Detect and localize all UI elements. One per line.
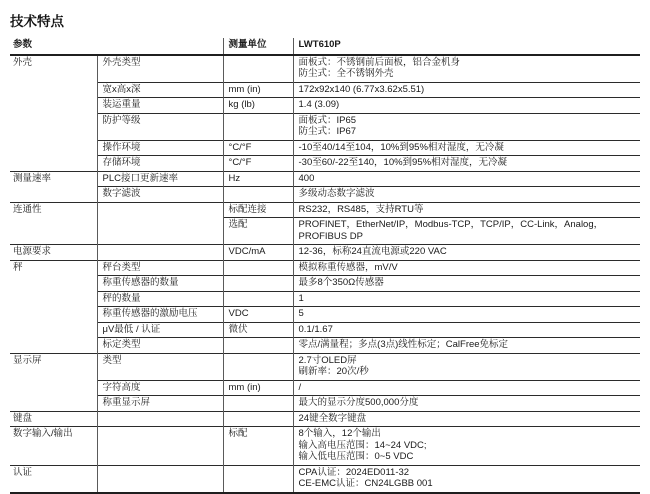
table-row	[10, 291, 640, 307]
table-row	[10, 465, 640, 493]
value-cell	[293, 55, 640, 83]
unit-cell	[223, 465, 293, 493]
unit-cell: °C/°F	[223, 140, 293, 156]
unit-cell	[223, 338, 293, 354]
value-cell	[293, 380, 640, 396]
param-cell	[97, 245, 223, 261]
spec-value-line: 最多8个350Ω传感器	[298, 277, 384, 288]
unit-cell	[223, 353, 293, 380]
group-cell	[10, 140, 97, 156]
group-cell	[10, 338, 97, 354]
column-header-param: 参数	[10, 38, 223, 55]
value-cell	[293, 411, 640, 427]
table-row	[10, 245, 640, 261]
table-row	[10, 353, 640, 380]
table-row	[10, 187, 640, 203]
table-body	[10, 55, 640, 493]
value-cell	[293, 140, 640, 156]
group-cell: 电源要求	[10, 245, 97, 261]
param-cell: 外壳类型	[97, 55, 223, 83]
group-cell	[10, 291, 97, 307]
group-cell	[10, 187, 97, 203]
value-cell	[293, 260, 640, 276]
table-row	[10, 55, 640, 83]
group-cell	[10, 218, 97, 245]
table-row	[10, 156, 640, 172]
table-row	[10, 411, 640, 427]
table-row	[10, 171, 640, 187]
spec-value-line: CPA认证：2024ED011-32	[298, 466, 410, 478]
value-cell	[293, 322, 640, 338]
value-cell	[293, 245, 640, 261]
spec-value-line: 2.7寸OLED屏	[298, 354, 357, 366]
technical-specs-table	[10, 38, 640, 494]
table-header-row	[10, 38, 640, 55]
unit-cell: kg (lb)	[223, 98, 293, 114]
unit-cell: Hz	[223, 171, 293, 187]
group-cell: 测量速率	[10, 171, 97, 187]
param-cell: 称重传感器的激励电压	[97, 307, 223, 323]
spec-value-line: 8个输入，12个输出	[298, 428, 381, 439]
spec-value-line: CE-EMC认证：CN24LGBB 001	[298, 478, 433, 489]
value-cell	[293, 187, 640, 203]
table-row	[10, 113, 640, 140]
unit-cell: 标配	[223, 427, 293, 466]
group-cell	[10, 307, 97, 323]
unit-cell: VDC	[223, 307, 293, 323]
table-row	[10, 338, 640, 354]
table-header	[10, 38, 640, 55]
table-row	[10, 307, 640, 323]
group-cell: 认证	[10, 465, 97, 493]
group-cell: 连通性	[10, 202, 97, 218]
table-row	[10, 396, 640, 412]
spec-value-line: 400	[298, 172, 315, 184]
spec-value-line: -30至60/-22至140，10%到95%相对湿度，无冷凝	[298, 157, 508, 168]
spec-value-line: 1	[298, 292, 304, 304]
column-header-product: LWT610P	[293, 38, 640, 55]
unit-cell	[223, 411, 293, 427]
spec-value-line: 输入低电压范围：0~5 VDC	[298, 451, 414, 462]
spec-value-line: 0.1/1.67	[298, 323, 333, 335]
group-cell	[10, 82, 97, 98]
spec-value-line: 面板式：不锈钢前后面板，铝合金机身	[298, 56, 461, 68]
spec-value-line: RS232，RS485，支持RTU等	[298, 203, 424, 215]
unit-cell: °C/°F	[223, 156, 293, 172]
group-cell: 显示屏	[10, 353, 97, 380]
param-cell: 秤台类型	[97, 260, 223, 276]
spec-value-line: 零点/满量程；多点(3点)线性标定；CalFree免标定	[298, 339, 509, 350]
unit-cell: mm (in)	[223, 380, 293, 396]
value-cell	[293, 465, 640, 493]
param-cell: 称重传感器的数量	[97, 276, 223, 292]
column-header-unit: 测量单位	[223, 38, 293, 55]
param-cell: 秤的数量	[97, 291, 223, 307]
spec-value-line: 面板式：IP65	[298, 114, 357, 126]
unit-cell	[223, 55, 293, 83]
value-cell	[293, 218, 640, 245]
param-cell: 装运重量	[97, 98, 223, 114]
table-row	[10, 202, 640, 218]
unit-cell	[223, 396, 293, 412]
group-cell	[10, 396, 97, 412]
unit-cell: 标配连接	[223, 202, 293, 218]
table-row	[10, 322, 640, 338]
param-cell: 操作环境	[97, 140, 223, 156]
value-cell	[293, 171, 640, 187]
group-cell	[10, 98, 97, 114]
group-cell	[10, 276, 97, 292]
spec-value-line: 多级动态数字滤波	[298, 188, 375, 199]
page-title: 技术特点	[10, 14, 64, 29]
table-row	[10, 260, 640, 276]
param-cell: 标定类型	[97, 338, 223, 354]
param-cell	[97, 202, 223, 218]
group-cell	[10, 156, 97, 172]
spec-value-line: PROFINET，EtherNet/IP，Modbus-TCP，TCP/IP，CC-Link，Analog，	[298, 219, 604, 230]
value-cell	[293, 338, 640, 354]
table-row	[10, 98, 640, 114]
value-cell	[293, 307, 640, 323]
value-cell	[293, 353, 640, 380]
table-row	[10, 380, 640, 396]
spec-value-line: 输入高电压范围：14~24 VDC;	[298, 439, 427, 451]
group-cell: 秤	[10, 260, 97, 276]
group-cell: 外壳	[13, 56, 33, 68]
group-cell	[10, 113, 97, 140]
param-cell: 类型	[97, 353, 223, 380]
table-row	[10, 82, 640, 98]
group-cell: 数字输入/输出	[10, 427, 97, 466]
value-cell	[293, 98, 640, 114]
unit-cell	[223, 276, 293, 292]
param-cell: 存储环境	[97, 156, 223, 172]
table-row	[10, 427, 640, 466]
group-cell: 键盘	[10, 411, 97, 427]
spec-value-line: 5	[298, 308, 304, 319]
param-cell: 数字滤波	[97, 187, 223, 203]
value-cell	[293, 276, 640, 292]
table-row	[10, 140, 640, 156]
param-cell	[97, 218, 223, 245]
spec-value-line: 172x92x140 (6.77x3.62x5.51)	[298, 83, 425, 95]
unit-cell: 选配	[223, 218, 293, 245]
param-cell	[97, 411, 223, 427]
param-cell: 防护等级	[97, 113, 223, 140]
spec-value-line: 1.4 (3.09)	[298, 99, 340, 110]
param-cell: PLC接口更新速率	[97, 171, 223, 187]
param-cell	[97, 465, 223, 493]
value-cell	[293, 427, 640, 466]
unit-cell	[223, 187, 293, 203]
spec-value-line: 12-36，标称24直流电源或220 VAC	[298, 246, 447, 257]
spec-value-line: 防尘式：IP67	[298, 126, 357, 137]
group-cell	[10, 322, 97, 338]
unit-cell	[223, 113, 293, 140]
spec-value-line: 模拟称重传感器，mV/V	[298, 261, 398, 273]
spec-value-line: 防尘式：全不锈钢外壳	[298, 68, 394, 79]
spec-value-line: /	[298, 381, 302, 393]
table-row	[10, 276, 640, 292]
unit-cell	[223, 260, 293, 276]
unit-cell: VDC/mA	[223, 245, 293, 261]
param-cell: 字符高度	[97, 380, 223, 396]
value-cell	[293, 291, 640, 307]
unit-cell: 微伏	[223, 322, 293, 338]
spec-value-line: 最大的显示分度500,000分度	[298, 397, 419, 408]
param-cell: μV最低 / 认证	[97, 322, 223, 338]
group-cell	[10, 380, 97, 396]
unit-cell: mm (in)	[223, 82, 293, 98]
spec-value-line: -10至40/14至104，10%到95%相对湿度，无冷凝	[298, 141, 504, 153]
spec-value-line: 24键全数字键盘	[298, 412, 367, 424]
param-cell: 称重显示屏	[97, 396, 223, 412]
unit-cell	[223, 291, 293, 307]
value-cell	[293, 156, 640, 172]
param-cell: 宽x高x深	[97, 82, 223, 98]
spec-value-line: 刷新率：20次/秒	[298, 366, 369, 377]
value-cell	[293, 113, 640, 140]
param-cell	[97, 427, 223, 466]
table-row	[10, 218, 640, 245]
value-cell	[293, 82, 640, 98]
spec-value-line: PROFIBUS DP	[298, 230, 363, 242]
value-cell	[293, 396, 640, 412]
value-cell	[293, 202, 640, 218]
